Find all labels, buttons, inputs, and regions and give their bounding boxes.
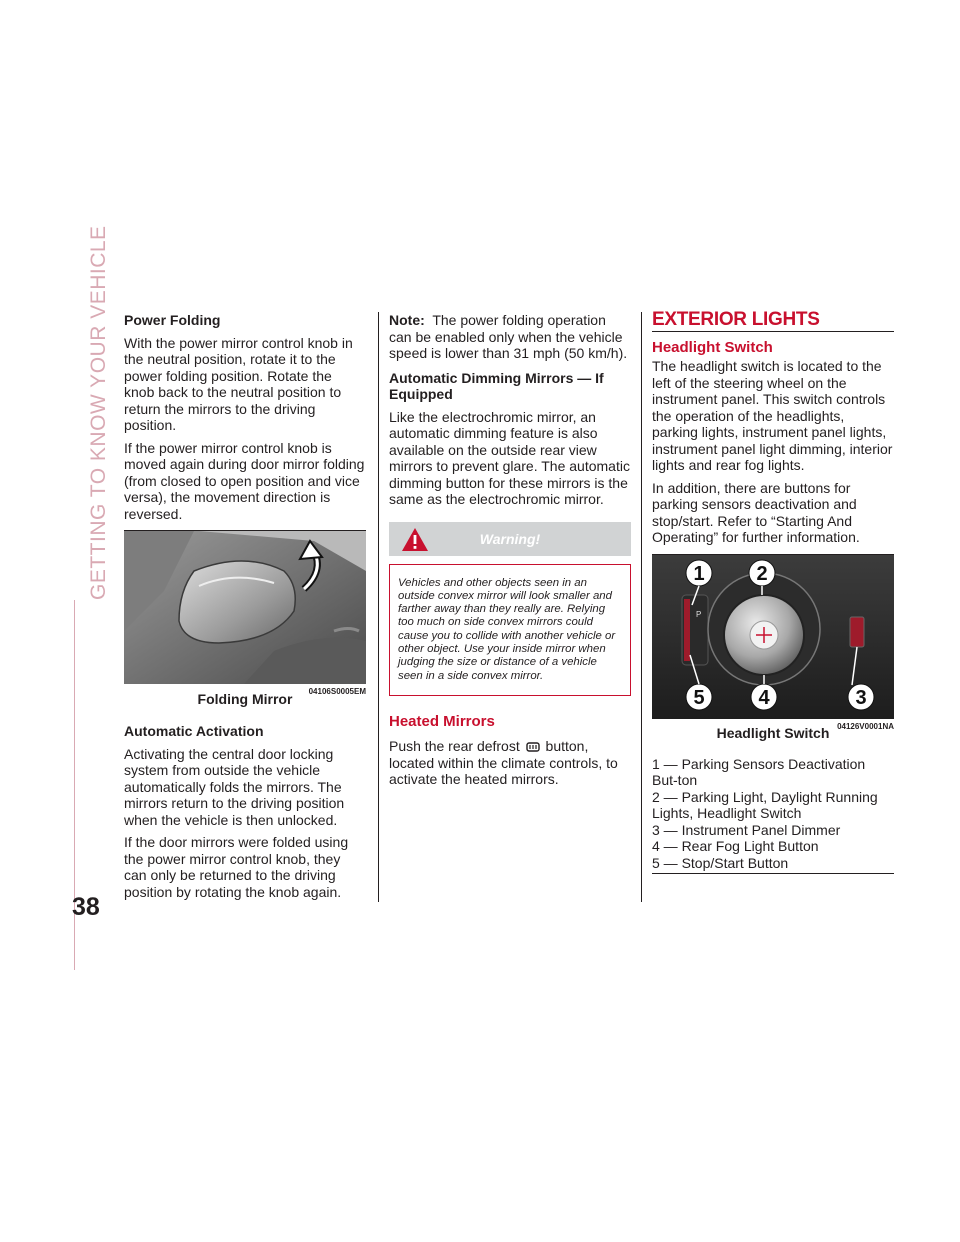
callout-4 [751, 684, 777, 710]
exterior-lights-title: EXTERIOR LIGHTS [652, 312, 894, 332]
callout-3 [848, 684, 874, 710]
callout-1-label: 1 [693, 562, 705, 585]
headlight-paragraph-1: The headlight switch is located to the left of the steering wheel on the instrument panel. This switch controls the operation of the headlights, parking lights, instrument panel lights, instrument panel light dimming, interior lights and rear fog lights. [652, 358, 893, 473]
column-divider-1 [378, 312, 379, 902]
warning-text: Vehicles and other objects seen in an outside convex mirror will look smaller and farther away than they really are. Relying too much on side convex mirrors could cause you to collide with another vehicle or other object. Use your inside mirror when judging the size or distance of a vehicle seen in a side convex mirror. [398, 576, 616, 682]
svg-text:P: P [696, 609, 702, 619]
power-folding-paragraph-1: With the power mirror control knob in the neutral position, rotate it to the power folding position. Rotate the knob back to the neutral position to return the mirrors to the driving position. [124, 334, 353, 433]
heated-mirrors-heading: Heated Mirrors [389, 712, 495, 730]
warning-title: Warning! [479, 530, 541, 547]
folding-mirror-image [124, 531, 366, 684]
heated-text-before: Push the rear defrost [389, 738, 520, 755]
figure-code: 04126V0001NA [837, 721, 894, 731]
figure-code: 04106S0005EM [308, 687, 366, 696]
legend-item: 2 — Parking Light, Daylight Running Lights, Headlight Switch [652, 788, 878, 821]
heated-mirrors-paragraph [389, 738, 631, 788]
legend-list [652, 756, 894, 875]
headlight-paragraph-2: In addition, there are buttons for parking sensors deactivation and stop/start. Refer to “Starting And Operating” for further information. [652, 479, 860, 545]
note-label: Note: [389, 312, 425, 328]
power-folding-paragraph-2: If the power mirror control knob is moved again during door mirror folding (from closed to open position and vice versa), the movement direction is reversed. [124, 439, 365, 522]
rear-defrost-icon [526, 742, 540, 753]
dimming-paragraph: Like the electrochromic mirror, an automatic dimming feature is also available on the outside rear view mirrors to prevent glare. The automatic dimming button for these mirrors is the same as the electrochromic mirror. [389, 408, 630, 507]
column-left [124, 312, 366, 906]
side-section-tab [72, 225, 110, 670]
figure-caption: Folding Mirror [197, 690, 293, 707]
callout-2-label: 2 [756, 562, 768, 585]
note-paragraph [389, 312, 631, 362]
figure-caption: Headlight Switch [716, 725, 830, 741]
note-text: The power folding operation can be enabled only when the vehicle speed is lower than 31 mph (50 km/h). [389, 312, 628, 361]
headlight-switch-image [652, 555, 894, 719]
headlight-switch-heading: Headlight Switch [652, 338, 773, 356]
legend-item: 4 — Rear Fog Light Button [652, 838, 819, 854]
automatic-activation-heading: Automatic Activation [124, 723, 264, 739]
side-tab-label: GETTING TO KNOW YOUR VEHICLE [87, 225, 110, 600]
warning-box [389, 564, 631, 696]
legend-item: 1 — Parking Sensors Deactivation But-ton [652, 755, 866, 788]
column-middle [389, 312, 631, 794]
callout-1 [686, 560, 712, 586]
folding-mirror-figure [124, 530, 366, 707]
automatic-activation-paragraph-1: Activating the central door locking system from outside the vehicle automatically folds the mirrors. The mirrors return to the driving position when the vehicle is then unlocked. [124, 745, 345, 828]
callout-2 [749, 560, 775, 586]
automatic-activation-paragraph-2: If the door mirrors were folded using the power mirror control knob, they can only be returned to the driving position by rotating the knob again. [124, 834, 349, 900]
page-number: 38 [72, 893, 100, 921]
warning-header [389, 522, 631, 556]
power-folding-heading: Power Folding [124, 312, 221, 328]
legend-item: 3 — Instrument Panel Dimmer [652, 821, 841, 838]
heated-text-after: button, located within the climate controls, to activate the heated mirrors. [389, 738, 618, 788]
callout-5 [686, 684, 712, 710]
callout-5-label: 5 [693, 686, 705, 709]
column-divider-2 [641, 312, 642, 902]
headlight-switch-figure [652, 554, 894, 742]
dimming-heading: Automatic Dimming Mirrors — If Equipped [389, 369, 604, 402]
callout-4-label: 4 [758, 686, 770, 709]
legend-item: 5 — Stop/Start Button [652, 854, 789, 871]
column-right [652, 309, 894, 874]
callout-3-label: 3 [855, 686, 867, 709]
